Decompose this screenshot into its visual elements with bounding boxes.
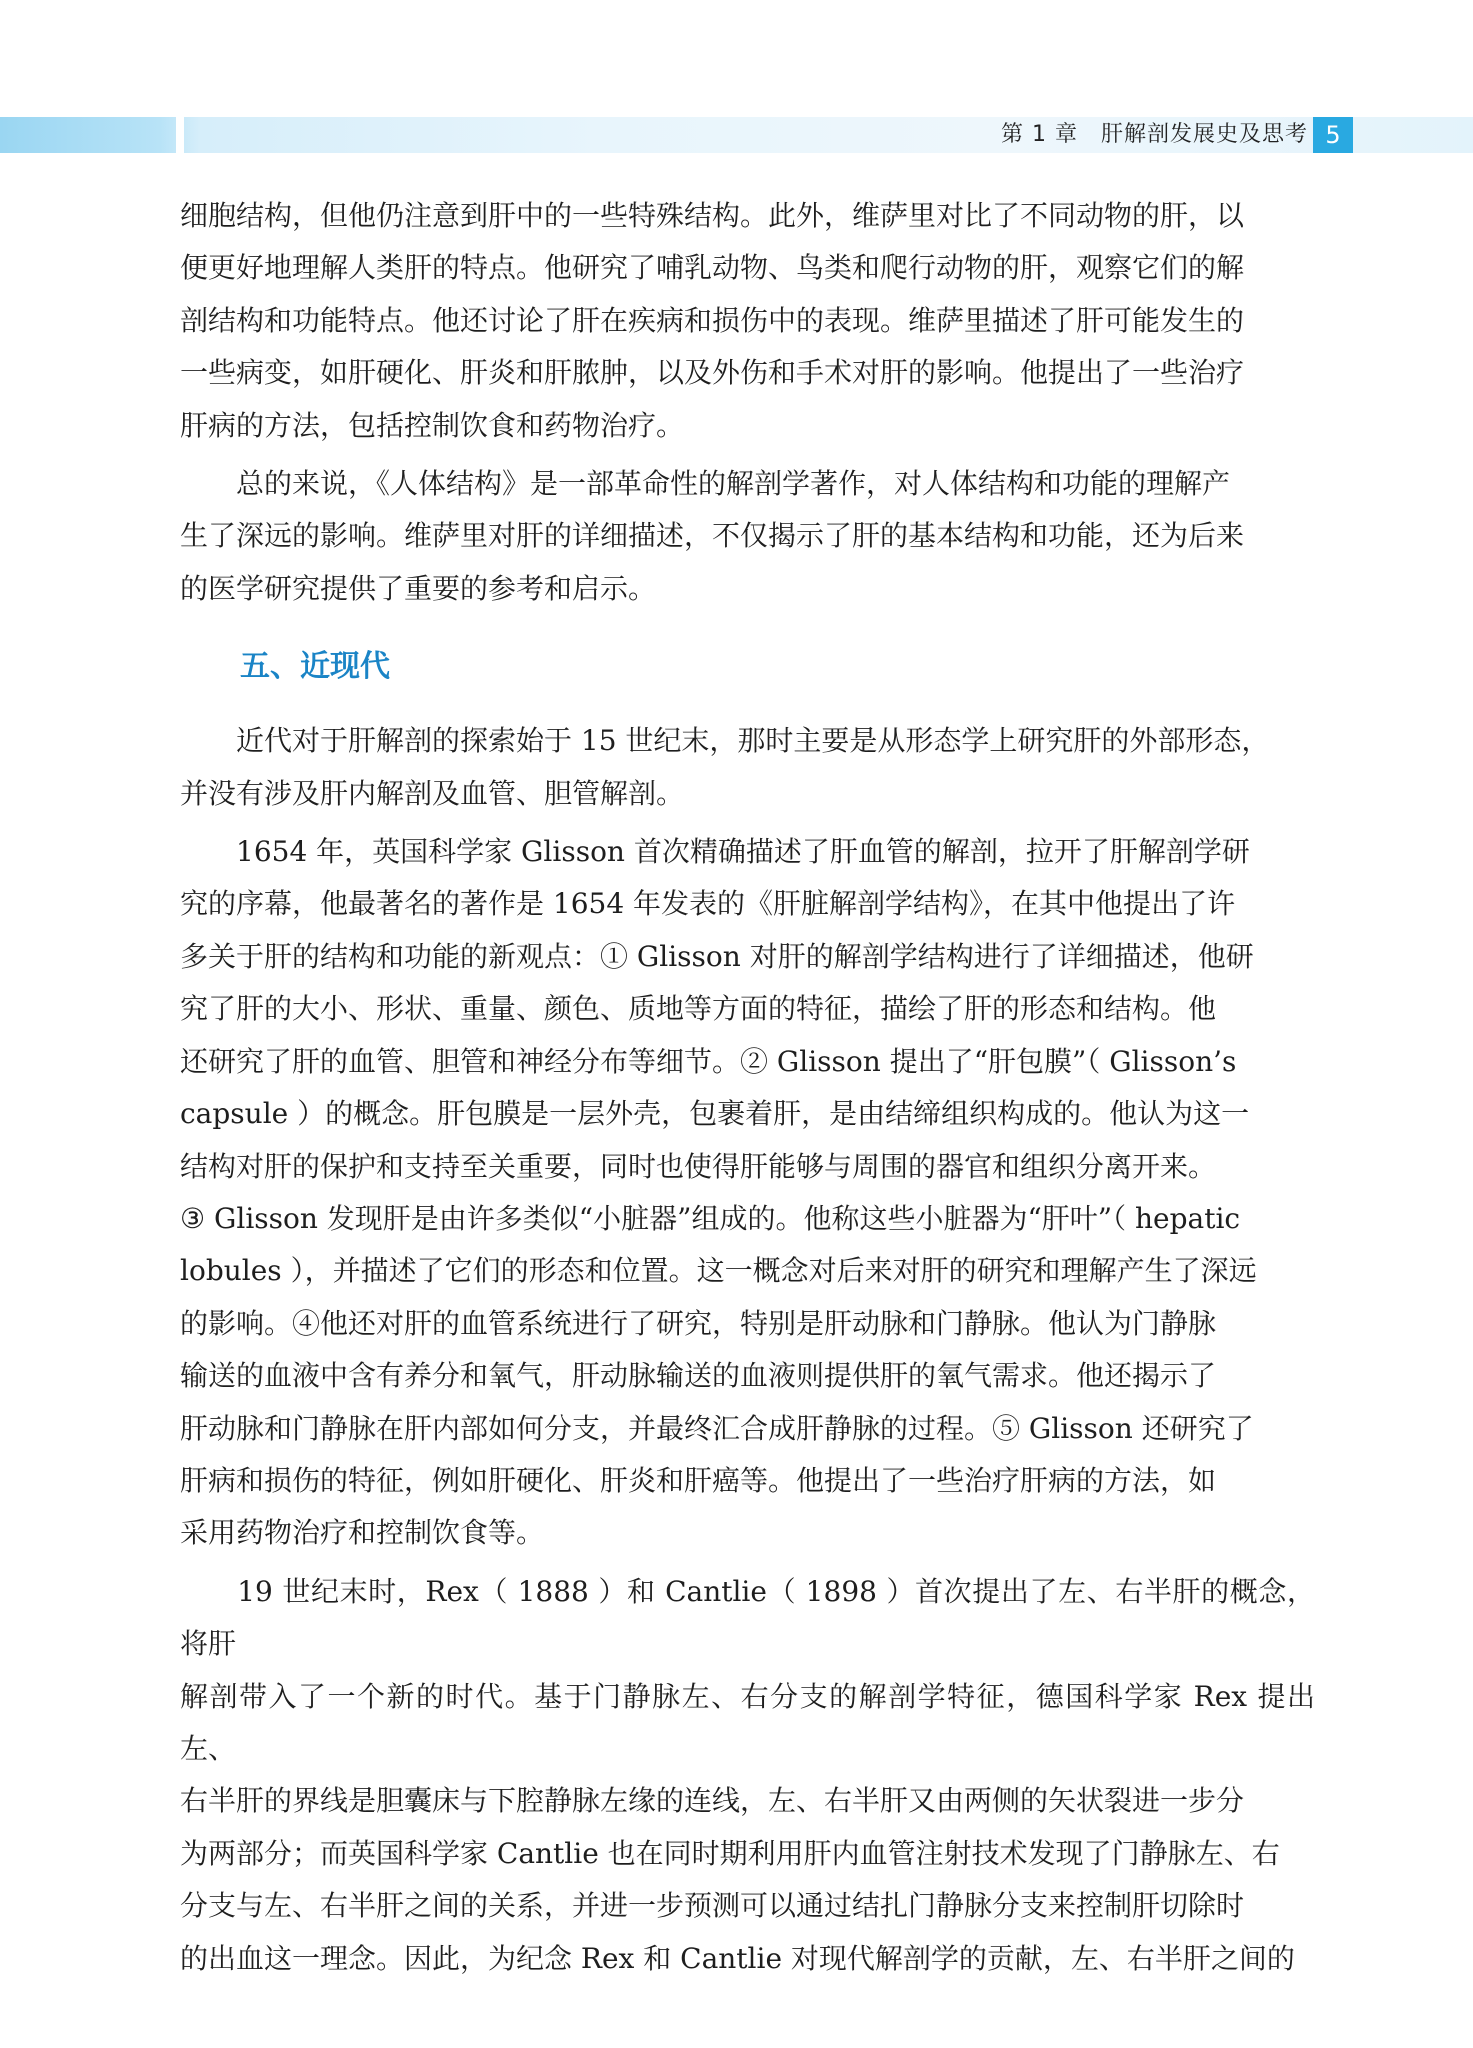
page-number: 5 <box>1313 117 1353 153</box>
paragraph: 总的来说，《人体结构》是一部革命性的解剖学著作，对人体结构和功能的理解产 生了深远的影响。维萨里对肝的详细描述，不仅揭示了肝的基本结构和功能，还为后来 的医学研究提供了重要的参考和启示。 <box>180 467 1245 605</box>
header-band-divider <box>176 117 184 153</box>
section-heading: 五、近现代 <box>240 649 390 685</box>
paragraph: 1654 年，英国科学家 Glisson 首次精确描述了肝血管的解剖，拉开了肝解剖学研 究的序幕，他最著名的著作是 1654 年发表的《肝脏解剖学结构》，在其中他提出了许 多关于肝的结构和功能的新观点：① Glisson 对肝的解剖学结构进行了详细描述，他研 究了肝的大小、形状、重量、颜色、质地等方面的特征，描绘了肝的形态和结构。他 还研究了肝的血管、胆管和神经分布等细节。② Glisson 提出了“肝包膜”（ Glisson’s capsule ）的概念。肝包膜是一层外壳，包裹着肝，是由结缔组织构成的。他认为这一 结构对肝的保护和支持至关重要，同时也使得肝能够与周围的器官和组织分离开来。 ③ Glisson 发现肝是由许多类似“小脏器”组成的。他称这些小脏器为“肝叶”（ hepatic lobules ），并描述了它们的形态和位置。这一概念对后来对肝的研究和理解产生了深远 的影响。④他还对肝的血管系统进行了研究，特别是肝动脉和门静脉。他认为门静脉 输送的血液中含有养分和氧气，肝动脉输送的血液则提供肝的氧气需求。他还揭示了 肝动脉和门静脉在肝内部如何分支，并最终汇合成肝静脉的过程。⑤ Glisson 还研究了 肝病和损伤的特征，例如肝硬化、肝炎和肝癌等。他提出了一些治疗肝病的方法，如 采用药物治疗和控制饮食等。 <box>180 835 1257 1550</box>
paragraph: 19 世纪末时，Rex（ 1888 ）和 Cantlie（ 1898 ）首次提出了左、右半肝的概念，将肝 解剖带入了一个新的时代。基于门静脉左、右分支的解剖学特征，德国科学家 Rex 提出左、 右半肝的界线是胆囊床与下腔静脉左缘的连线，左、右半肝又由两侧的矢状裂进一步分 为两部分；而英国科学家 Cantlie 也在同时期利用肝内血管注射技术发现了门静脉左、右 分支与左、右半肝之间的关系，并进一步预测可以通过结扎门静脉分支来控制肝切除时 的出血这一理念。因此，为纪念 Rex 和 Cantlie 对现代解剖学的贡献，左、右半肝之间的 <box>180 1574 1315 1975</box>
page-body <box>180 190 1315 1991</box>
chapter-title: 第 1 章 肝解剖发展史及思考 <box>1001 122 1308 147</box>
paragraph: 近代对于肝解剖的探索始于 15 世纪末，那时主要是从形态学上研究肝的外部形态， 并没有涉及肝内解剖及血管、胆管解剖。 <box>180 724 1270 810</box>
paragraph: 细胞结构，但他仍注意到肝中的一些特殊结构。此外，维萨里对比了不同动物的肝，以 便更好地理解人类肝的特点。他研究了哺乳动物、鸟类和爬行动物的肝，观察它们的解 剖结构和功能特点。他还讨论了肝在疾病和损伤中的表现。维萨里描述了肝可能发生的 一些病变，如肝硬化、肝炎和肝脓肿，以及外伤和手术对肝的影响。他提出了一些治疗 肝病的方法，包括控制饮食和药物治疗。 <box>180 199 1245 442</box>
